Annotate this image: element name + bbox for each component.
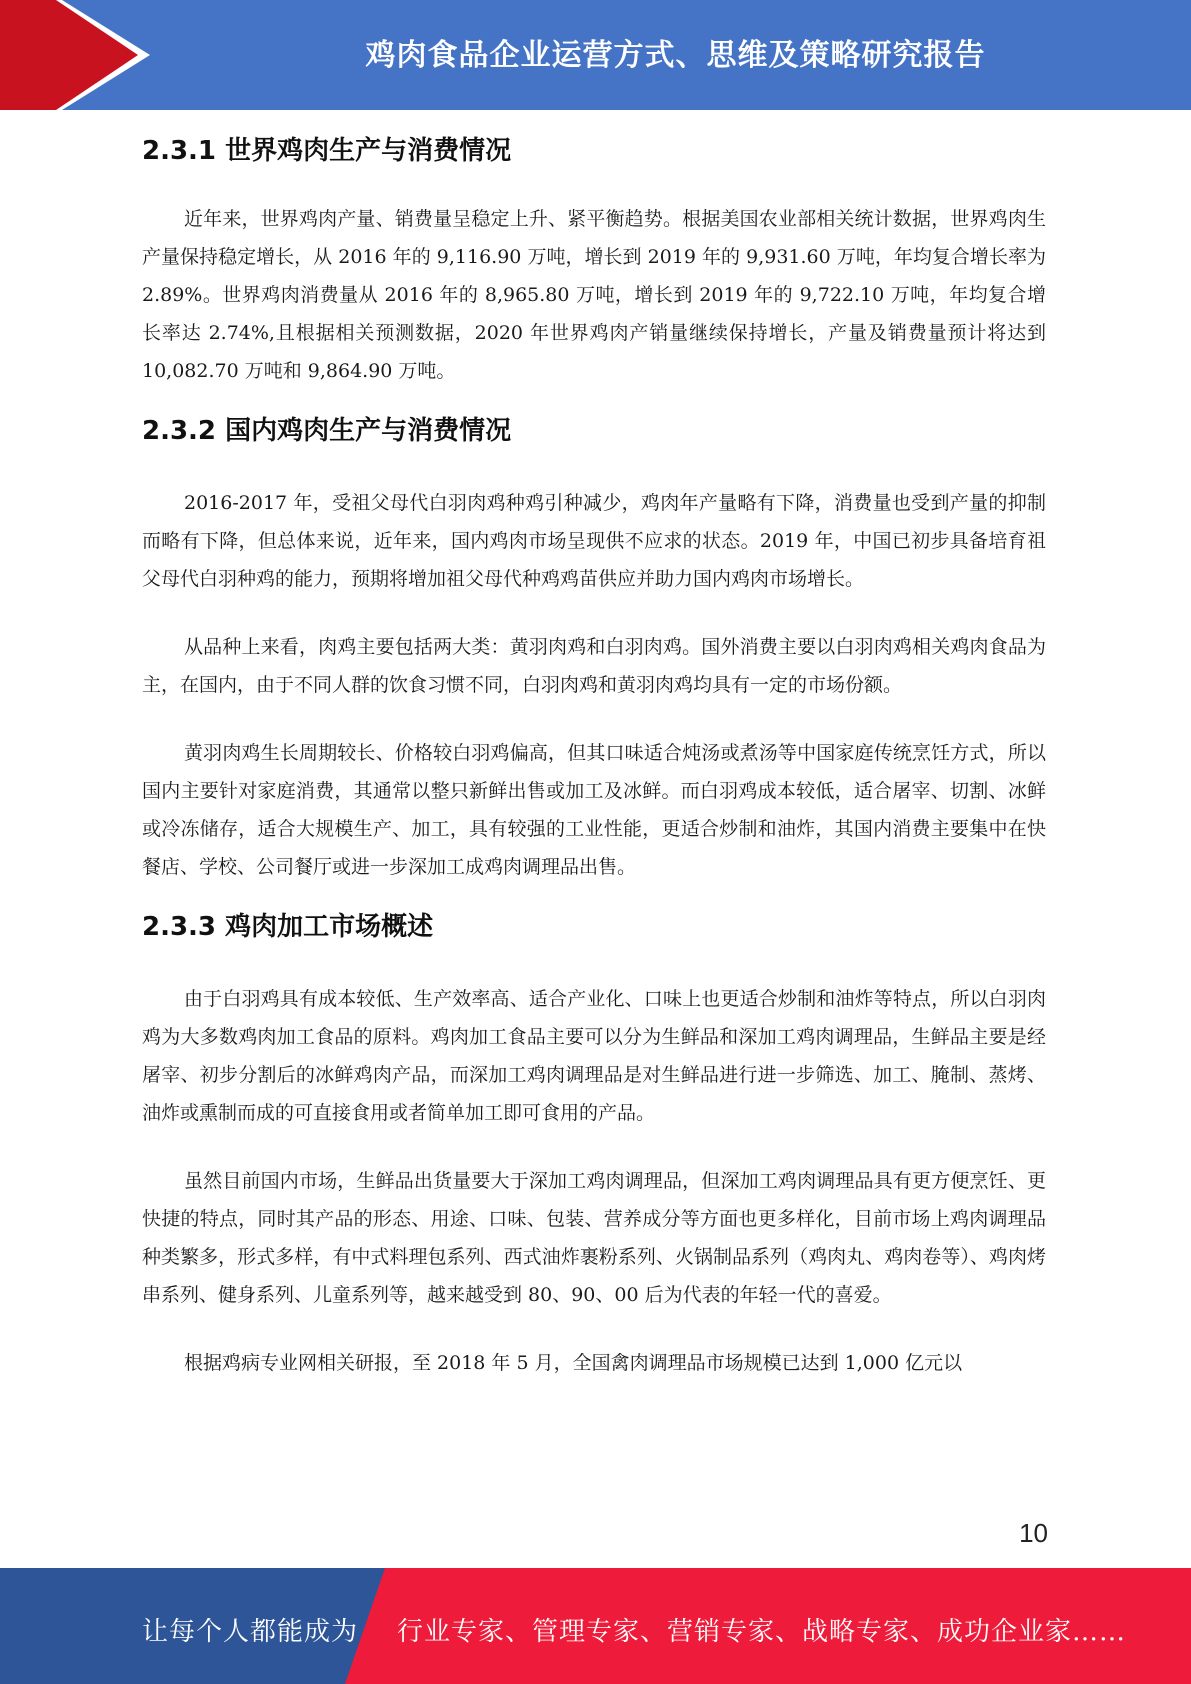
paragraph: 根据鸡病专业网相关研报，至 2018 年 5 月，全国禽肉调理品市场规模已达到 1,000 亿元以	[184, 1352, 963, 1374]
section-heading-2-3-3: 2.3.3 鸡肉加工市场概述	[142, 912, 434, 942]
paragraph: 黄羽肉鸡生长周期较长、价格较白羽鸡偏高，但其口味适合炖汤或煮汤等中国家庭传统烹饪方式，所以国内主要针对家庭消费，其通常以整只新鲜出售或加工及冰鲜。而白羽鸡成本较低，适合屠宰、切割、冰鲜或冷冻储存，适合大规模生产、加工，具有较强的工业性能，更适合炒制和油炸，其国内消费主要集中在快餐店、学校、公司餐厅或进一步深加工成鸡肉调理品出售。	[142, 742, 1046, 878]
page-footer	[0, 1568, 1191, 1684]
footer-slogan-left: 让每个人都能成为	[142, 1617, 359, 1647]
report-title: 鸡肉食品企业运营方式、思维及策略研究报告	[365, 38, 986, 73]
section-heading-2-3-2: 2.3.2 国内鸡肉生产与消费情况	[142, 416, 512, 446]
page-number: 10	[1019, 1518, 1048, 1548]
paragraph: 从品种上来看，肉鸡主要包括两大类：黄羽肉鸡和白羽肉鸡。国外消费主要以白羽肉鸡相关鸡肉食品为主，在国内，由于不同人群的饮食习惯不同，白羽肉鸡和黄羽肉鸡均具有一定的市场份额。	[142, 636, 1046, 696]
paragraph: 近年来，世界鸡肉产量、销费量呈稳定上升、紧平衡趋势。根据美国农业部相关统计数据，世界鸡肉生产量保持稳定增长，从 2016 年的 9,116.90 万吨，增长到 2019 年的 9,931.60 万吨，年均复合增长率为 2.89%。世界鸡肉消费量从 2016 年的 8,965.80 万吨，增长到 2019 年的 9,722.10 万吨，年均复合增长率达 2.74%,且根据相关预测数据，2020 年世界鸡肉产销量继续保持增长，产量及销费量预计将达到 10,082.70 万吨和 9,864.90 万吨。	[142, 208, 1046, 382]
paragraph: 由于白羽鸡具有成本较低、生产效率高、适合产业化、口味上也更适合炒制和油炸等特点，所以白羽肉鸡为大多数鸡肉加工食品的原料。鸡肉加工食品主要可以分为生鲜品和深加工鸡肉调理品，生鲜品主要是经屠宰、初步分割后的冰鲜鸡肉产品，而深加工鸡肉调理品是对生鲜品进行进一步筛选、加工、腌制、蒸烤、油炸或熏制而成的可直接食用或者简单加工即可食用的产品。	[142, 988, 1046, 1124]
section-heading-2-3-1: 2.3.1 世界鸡肉生产与消费情况	[142, 136, 512, 166]
paragraph: 2016-2017 年，受祖父母代白羽肉鸡种鸡引种减少，鸡肉年产量略有下降，消费量也受到产量的抑制而略有下降，但总体来说，近年来，国内鸡肉市场呈现供不应求的状态。2019 年，中国已初步具备培育祖父母代白羽种鸡的能力，预期将增加祖父母代种鸡鸡苗供应并助力国内鸡肉市场增长。	[142, 492, 1046, 590]
page-content	[142, 130, 1046, 1382]
page-header	[0, 0, 1191, 110]
paragraph: 虽然目前国内市场，生鲜品出货量要大于深加工鸡肉调理品，但深加工鸡肉调理品具有更方便烹饪、更快捷的特点，同时其产品的形态、用途、口味、包装、营养成分等方面也更多样化，目前市场上鸡肉调理品种类繁多，形式多样，有中式料理包系列、西式油炸裹粉系列、火锅制品系列（鸡肉丸、鸡肉卷等）、鸡肉烤串系列、健身系列、儿童系列等，越来越受到 80、90、00 后为代表的年轻一代的喜爱。	[142, 1170, 1046, 1306]
footer-slogan-right: 行业专家、管理专家、营销专家、战略专家、成功企业家……	[397, 1617, 1127, 1647]
